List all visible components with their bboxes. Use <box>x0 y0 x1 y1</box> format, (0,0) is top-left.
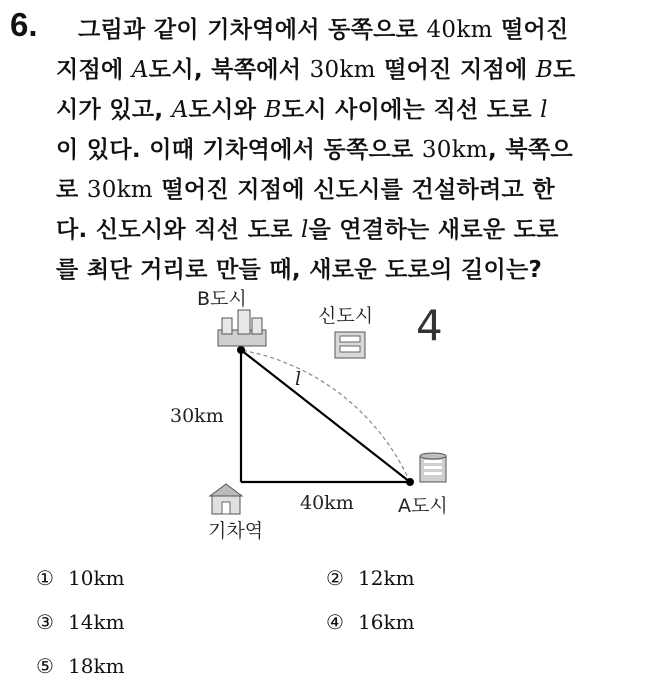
question-line-5: 로 30km 떨어진 지점에 신도시를 건설하려고 한 <box>56 177 555 203</box>
road-l <box>241 350 410 482</box>
label-b-city: B도시 <box>197 288 247 310</box>
handwritten-answer: 4 <box>416 301 443 350</box>
choice-2[interactable]: ② 12km <box>326 566 415 590</box>
choice-5[interactable]: ⑤ 18km <box>36 654 125 678</box>
a-city-building-icon <box>420 453 446 482</box>
question-line-1: 그림과 같이 기차역에서 동쪽으로 40km 떨어진 <box>78 17 569 43</box>
choice-4[interactable]: ④ 16km <box>326 610 415 634</box>
choice-3[interactable]: ③ 14km <box>36 610 125 634</box>
label-a-city: A도시 <box>398 495 448 517</box>
choice-1[interactable]: ① 10km <box>36 566 125 590</box>
b-city-building-icon <box>218 310 266 346</box>
question-line-2: 지점에 A도시, 북쪽에서 30km 떨어진 지점에 B도 <box>56 57 576 83</box>
label-new-city: 신도시 <box>318 305 374 327</box>
label-30km: 30km <box>170 405 224 427</box>
new-city-building-icon <box>335 332 365 358</box>
station-house-icon <box>210 484 242 514</box>
question-number: 6. <box>10 6 38 43</box>
question-line-4: 이 있다. 이때 기차역에서 동쪽으로 30km, 북쪽으 <box>56 137 573 163</box>
label-40km: 40km <box>300 492 354 514</box>
question-line-6: 다. 신도시와 직선 도로 l을 연결하는 새로운 도로 <box>56 217 559 243</box>
point-a <box>406 478 414 486</box>
question-line-7: 를 최단 거리로 만들 때, 새로운 도로의 길이는? <box>56 257 543 283</box>
point-b <box>237 346 245 354</box>
label-road-l: l <box>295 368 302 390</box>
label-station: 기차역 <box>208 520 264 542</box>
question-line-3: 시가 있고, A도시와 B도시 사이에는 직선 도로 l <box>56 97 548 123</box>
